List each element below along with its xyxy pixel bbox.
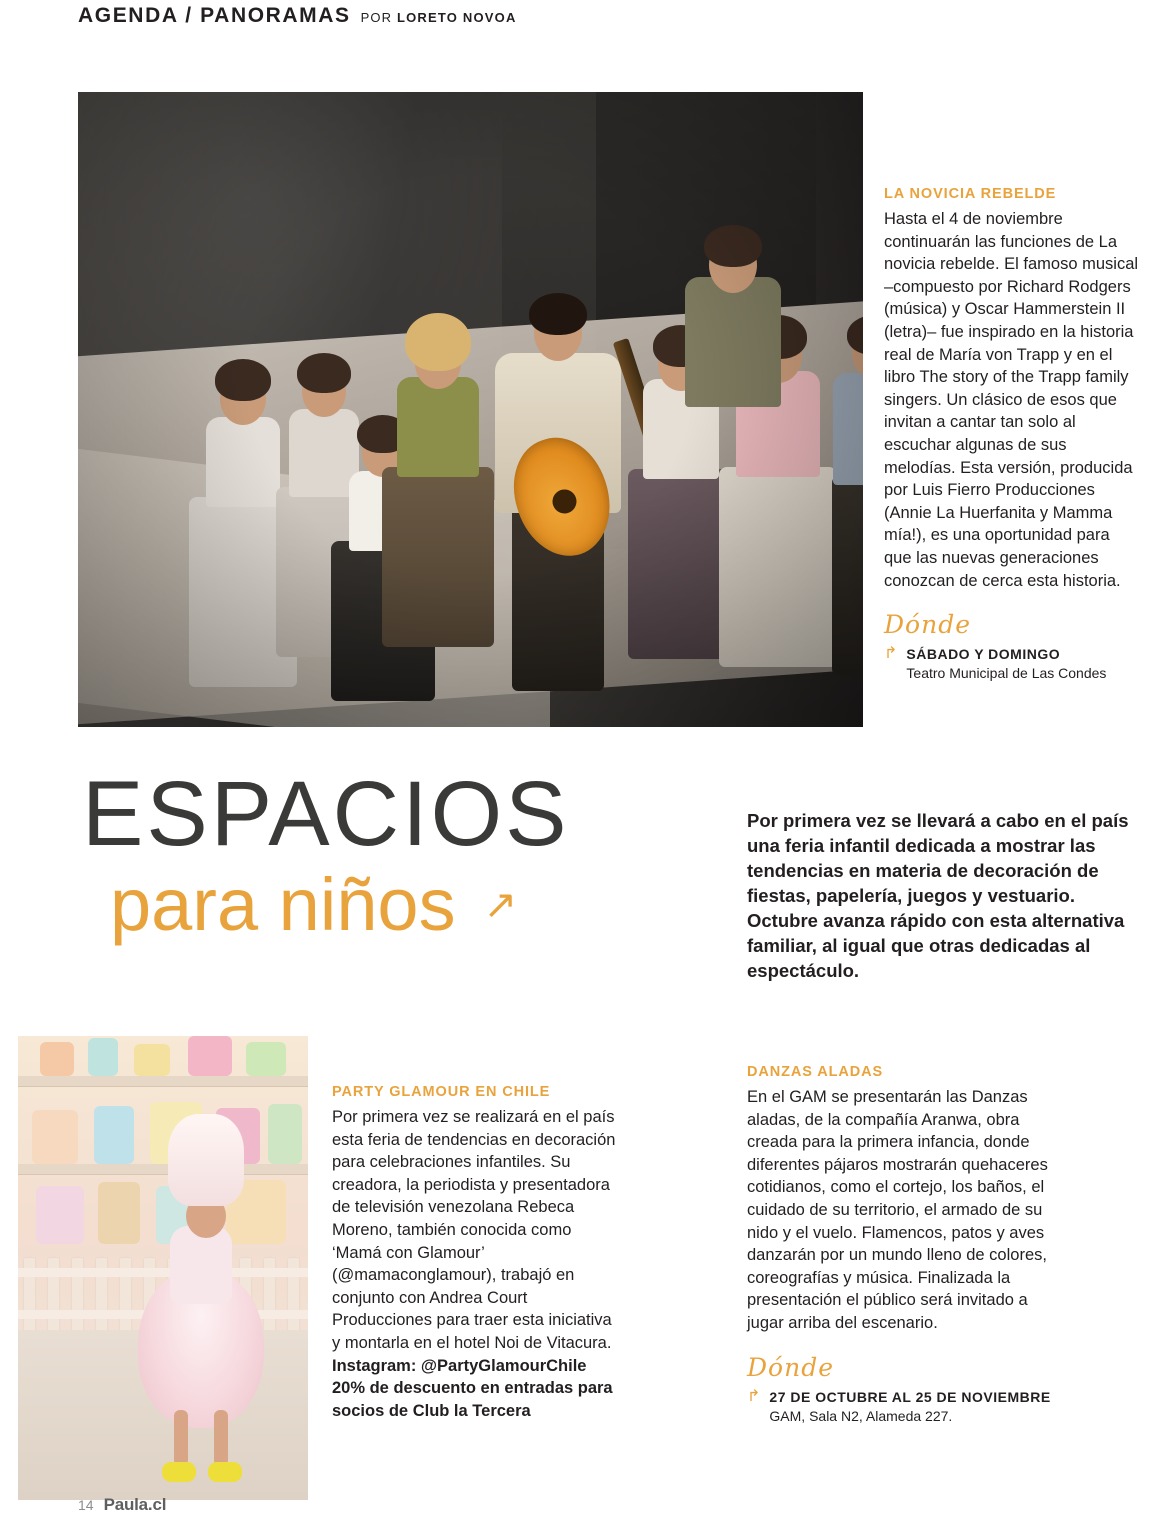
section-kicker: AGENDA / PANORAMAS — [78, 4, 351, 27]
danzas-where-line1: 27 DE OCTUBRE AL 25 DE NOVIEMBRE — [769, 1388, 1051, 1405]
party-body: Por primera vez se realizará en el país esta feria de tendencias en decoración para celebraciones infantiles. Su creadora, la periodista y presentadora de televisión venezolana Rebeca Moreno, también conocida como ‘Mamá con Glamour’ (@mamaconglamour), trabajó en conjunto con Andrea Court Producciones para traer esta iniciativa y montarla en el hotel Noi de Vitacura. — [332, 1108, 616, 1352]
novicia-where — [906, 645, 1106, 683]
page-footer — [78, 1495, 166, 1515]
party-decor — [246, 1042, 286, 1076]
novicia-heading: LA NOVICIA REBELDE — [884, 186, 1057, 202]
article-danzas-aladas — [747, 1064, 1067, 1426]
novicia-where-line1: SÁBADO Y DOMINGO — [906, 646, 1061, 663]
novicia-where-line2: Teatro Municipal de Las Condes — [906, 665, 1107, 682]
novicia-donde-label: Dónde — [884, 610, 971, 640]
page-number: 14 — [78, 1497, 94, 1513]
arrow-icon: ↱ — [747, 1387, 761, 1405]
arrow-icon: ↱ — [884, 645, 898, 663]
girl-headpiece — [168, 1114, 244, 1206]
photo-party-glamour — [18, 1036, 308, 1500]
danzas-where — [769, 1388, 1050, 1426]
party-shelf — [18, 1076, 308, 1086]
feature-title-line2-wrap — [110, 863, 702, 946]
danzas-donde-label: Dónde — [747, 1352, 834, 1382]
feature-title — [82, 763, 702, 946]
byline-author: LORETO NOVOA — [396, 10, 517, 25]
feature-title-line1: ESPACIOS — [82, 763, 570, 865]
photo-vignette — [78, 92, 863, 727]
party-decor — [88, 1038, 118, 1076]
party-shelf — [18, 1164, 308, 1174]
article-novicia-rebelde — [884, 186, 1140, 683]
girl-torso — [170, 1226, 232, 1304]
photo-novicia-rebelde — [78, 92, 863, 727]
article-party-glamour — [332, 1084, 616, 1422]
party-heading: PARTY GLAMOUR EN CHILE — [332, 1084, 551, 1100]
feature-title-line2: para niños — [110, 863, 456, 946]
danzas-where-line2: GAM, Sala N2, Alameda 227. — [769, 1407, 953, 1424]
danzas-heading: DANZAS ALADAS — [747, 1064, 884, 1080]
party-decor — [98, 1182, 140, 1244]
novicia-donde-block — [884, 645, 1140, 683]
party-decor — [268, 1104, 302, 1164]
byline — [361, 10, 517, 25]
party-decor — [32, 1110, 78, 1164]
party-decor — [40, 1042, 74, 1076]
byline-prefix: POR — [360, 10, 393, 25]
party-discount: 20% de descuento en entradas para socios de Club la Tercera — [332, 1379, 613, 1420]
danzas-body: En el GAM se presentarán las Danzas aladas, de la compañía Aranwa, obra creada para la primera infancia, donde diferentes pájaros mostrarán quehaceres cotidianos, como el cortejo, los baños, el cuidado de su territorio, el armado de su nido y el vuelo. Flamencos, patos y aves danzarán por un mundo lleno de colores, coreografías y música. Finalizada la presentación el público será invitado a jugar arriba del escenario. — [747, 1088, 1048, 1332]
novicia-body: Hasta el 4 de noviembre continuarán las funciones de La novicia rebelde. El famoso musical –compuesto por Richard Rodgers (música) y Oscar Hammerstein II (letra)– fue inspirado en la historia real de María von Trapp y en el libro The story of the Trapp family singers. Un clásico de esos que invitan a cantar tan solo al escuchar algunas de sus melodías. Esta versión, producida por Luis Fierro Producciones (Annie La Huerfanita y Mamma mía!), es una oportunidad para que las nuevas generaciones conozcan de cerca esta historia. — [884, 210, 1139, 590]
party-decor — [94, 1106, 134, 1164]
girl-shoe — [162, 1462, 196, 1482]
party-decor — [134, 1044, 170, 1076]
party-decor — [36, 1186, 84, 1244]
page-header — [78, 4, 517, 28]
girl-leg — [174, 1410, 188, 1466]
danzas-donde-block — [747, 1388, 1067, 1426]
girl-leg — [214, 1410, 228, 1466]
party-instagram: Instagram: @PartyGlamourChile — [332, 1356, 587, 1375]
girl-shoe — [208, 1462, 242, 1482]
feature-lead-paragraph: Por primera vez se llevará a cabo en el país una feria infantil dedicada a mostrar las tendencias en materia de decoración de fiestas, papelería, juegos y vestuario. Octubre avanza rápido con esta alternativa familiar, al igual que otras dedicadas al espectáculo. — [747, 810, 1129, 981]
party-fence-rail — [18, 1268, 308, 1277]
diagonal-arrow-icon: ↗ — [483, 883, 518, 927]
publication-logo: Paula.cl — [103, 1495, 167, 1514]
party-decor — [188, 1036, 232, 1076]
